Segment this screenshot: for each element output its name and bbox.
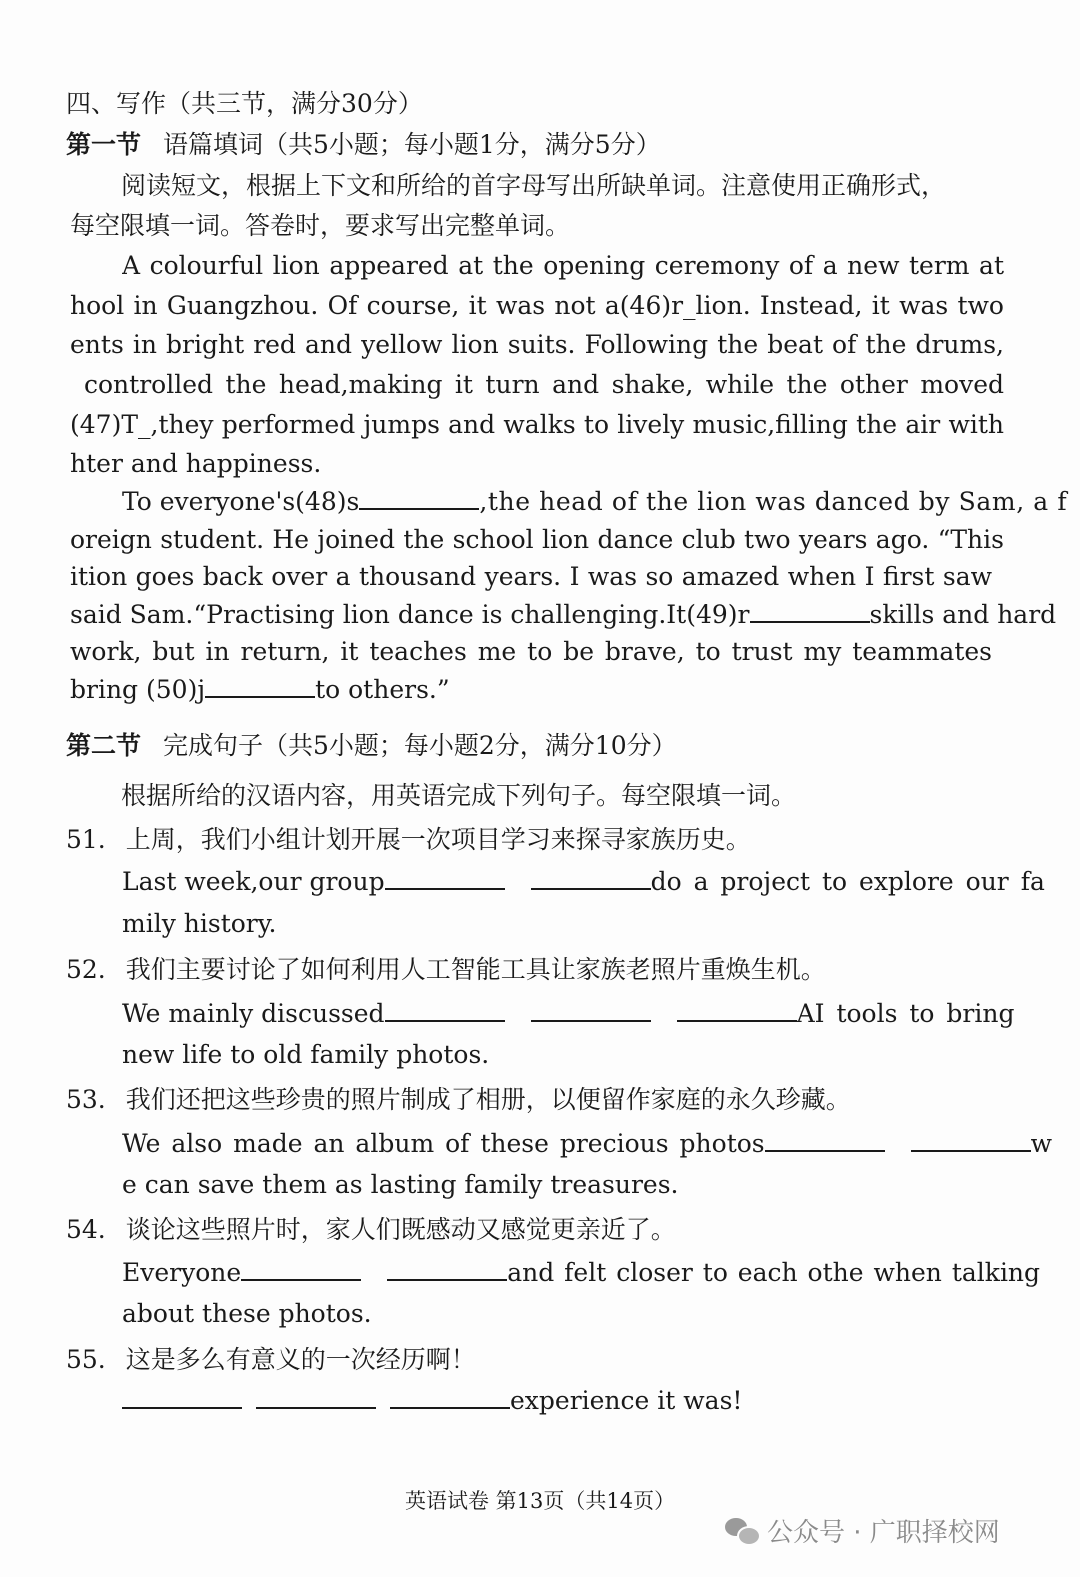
- passage-line: To everyone's(48)s ,the head of the lion was danced by Sam, a f: [122, 487, 1068, 516]
- answer-blank[interactable]: [390, 1385, 510, 1409]
- question-51-cn: 51. 上周，我们小组计划开展一次项目学习来探寻家族历史。: [66, 825, 751, 854]
- answer-blank[interactable]: [765, 1128, 885, 1152]
- part2-label: 第二节: [66, 731, 142, 760]
- question-number: 51.: [66, 825, 106, 854]
- passage-line: oreign student. He joined the school lion dance club two years ago. “This: [70, 525, 1004, 554]
- question-55-cn: 55. 这是多么有意义的一次经历啊！: [66, 1345, 476, 1374]
- part1-label: 第一节: [66, 130, 142, 159]
- question-53-en: We also made an album of these precious photos w: [122, 1129, 1053, 1158]
- passage-line: A colourful lion appeared at the opening ceremony of a new term at: [122, 251, 1004, 280]
- question-52-en: We mainly discussed AI tools to bring: [122, 999, 1015, 1028]
- passage-line: ents in bright red and yellow lion suits. Following the beat of the drums,: [70, 330, 1004, 359]
- passage-line: bring (50)j to others.”: [70, 675, 450, 704]
- part2-heading: [66, 728, 677, 764]
- part1-instruction-1: 阅读短文，根据上下文和所给的首字母写出所缺单词。注意使用正确形式，: [121, 171, 947, 200]
- page-footer: 英语试卷 第13页（共14页）: [405, 1489, 676, 1513]
- part1-heading: [66, 127, 661, 163]
- watermark-text: 公众号 · 广职择校网: [767, 1518, 1000, 1548]
- answer-blank-49[interactable]: [750, 599, 870, 623]
- answer-blank[interactable]: [256, 1385, 376, 1409]
- answer-blank[interactable]: [531, 998, 651, 1022]
- part1-instruction-2: 每空限填一词。答卷时，要求写出完整单词。: [70, 211, 571, 240]
- question-51-en-cont: mily history.: [122, 909, 277, 938]
- question-number: 52.: [66, 955, 106, 984]
- question-number: 54.: [66, 1215, 106, 1244]
- question-52-cn: 52. 我们主要讨论了如何利用人工智能工具让家族老照片重焕生机。: [66, 955, 826, 984]
- question-53-en-cont: e can save them as lasting family treasures.: [122, 1170, 679, 1199]
- answer-blank[interactable]: [387, 1257, 507, 1281]
- part2-instruction: 根据所给的汉语内容，用英语完成下列句子。每空限填一词。: [121, 781, 797, 810]
- passage-line: said Sam.“Practising lion dance is challenging.It(49)r skills and hard: [70, 600, 1057, 629]
- answer-blank[interactable]: [677, 998, 797, 1022]
- question-55-en: experience it was!: [122, 1383, 742, 1419]
- question-52-en-cont: new life to old family photos.: [122, 1040, 490, 1069]
- answer-blank[interactable]: [531, 866, 651, 890]
- answer-blank[interactable]: [122, 1385, 242, 1409]
- question-54-cn: 54. 谈论这些照片时，家人们既感动又感觉更亲近了。: [66, 1215, 676, 1244]
- question-54-en-cont: about these photos.: [122, 1299, 372, 1328]
- answer-blank-48[interactable]: [359, 486, 479, 510]
- part2-title: 完成句子（共5小题；每小题2分，满分10分）: [162, 731, 677, 760]
- watermark: [725, 1512, 1000, 1549]
- passage-line: ition goes back over a thousand years. I was so amazed when I first saw: [70, 562, 992, 591]
- question-54-en: Everyone and felt closer to each othe when talking: [122, 1258, 1041, 1287]
- answer-blank[interactable]: [385, 866, 505, 890]
- passage-line: controlled the head,making it turn and shake, while the other moved: [84, 370, 1004, 399]
- answer-blank[interactable]: [911, 1128, 1031, 1152]
- answer-blank[interactable]: [385, 998, 505, 1022]
- passage-line: hool in Guangzhou. Of course, it was not a(46)r_lion. Instead, it was two: [70, 291, 1004, 320]
- question-number: 53.: [66, 1085, 106, 1114]
- answer-blank[interactable]: [241, 1257, 361, 1281]
- part1-title: 语篇填词（共5小题；每小题1分，满分5分）: [162, 130, 661, 159]
- wechat-icon: [725, 1516, 759, 1546]
- section-title: 四、写作（共三节，满分30分）: [66, 89, 423, 118]
- passage-line: hter and happiness.: [70, 449, 322, 478]
- question-51-en: Last week,our group do a project to explore our fa: [122, 867, 1045, 896]
- passage-line: (47)T_,they performed jumps and walks to lively music,filling the air with: [70, 410, 1004, 439]
- question-number: 55.: [66, 1345, 106, 1374]
- answer-blank-50[interactable]: [205, 674, 315, 698]
- passage-line: work, but in return, it teaches me to be brave, to trust my teammates: [70, 637, 992, 666]
- question-53-cn: 53. 我们还把这些珍贵的照片制成了相册，以便留作家庭的永久珍藏。: [66, 1085, 851, 1114]
